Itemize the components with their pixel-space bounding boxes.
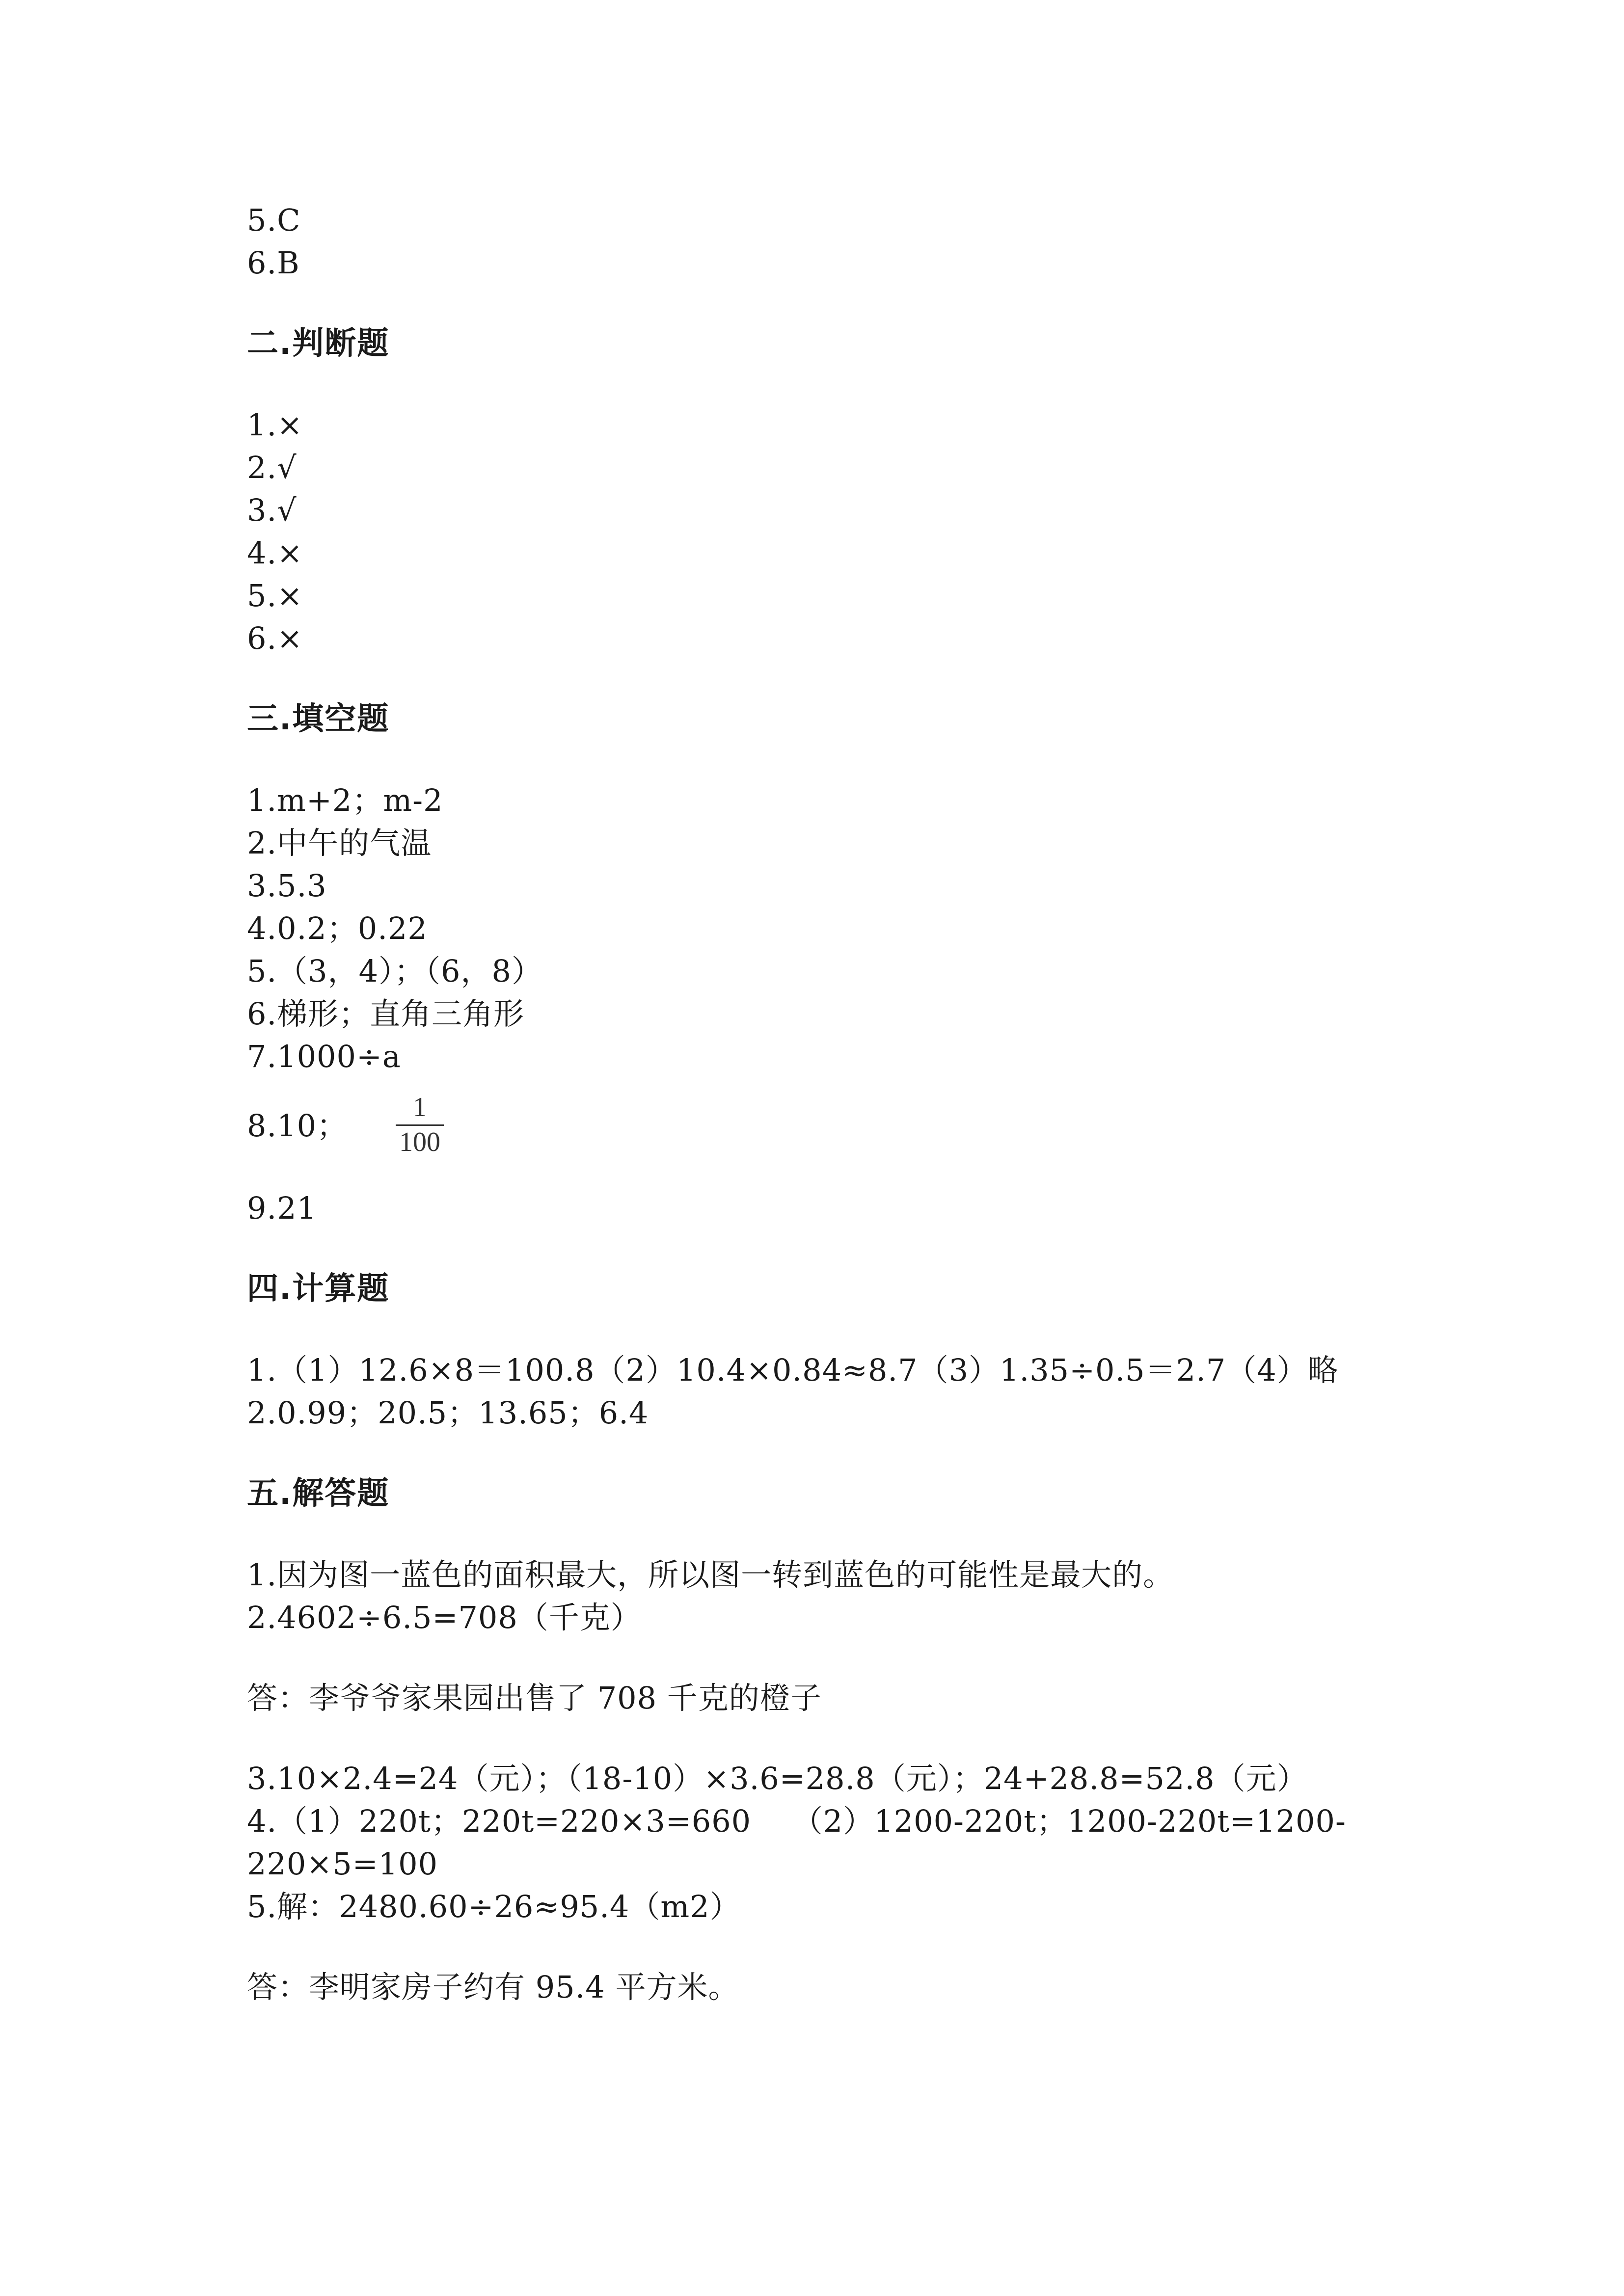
answer-line: 5.C [247, 202, 301, 238]
answer-line: 1.m+2；m-2 [247, 782, 443, 818]
answer-line: 3.10×2.4=24（元）；（18-10）×3.6=28.8（元）；24+28.8=52.8（元） [247, 1761, 1308, 1796]
fraction-numerator: 1 [413, 1092, 427, 1122]
fraction-denominator: 100 [399, 1127, 440, 1157]
answer-line: 9.21 [247, 1190, 317, 1226]
section-heading: 二.判断题 [247, 325, 390, 362]
answer-line: 6.× [247, 620, 303, 656]
answer-line: 1.因为图一蓝色的面积最大，所以图一转到蓝色的可能性是最大的。 [247, 1557, 1174, 1593]
answer-line: 5.× [247, 578, 303, 614]
section-heading: 四.计算题 [247, 1271, 390, 1307]
answer-line: 6.梯形；直角三角形 [247, 996, 525, 1032]
answer-line: 2.√ [247, 450, 297, 485]
answer-line: 1.（1）12.6×8＝100.8（2）10.4×0.84≈8.7（3）1.35÷0.5＝2.7（4）略 [247, 1352, 1339, 1388]
answer-line: 6.B [247, 245, 300, 281]
answer-line: 5.（3，4）；（6，8） [247, 953, 542, 989]
answer-line: 3.√ [247, 492, 297, 528]
answer-line: 2.0.99；20.5；13.65；6.4 [247, 1395, 649, 1431]
answer-line: 4.（1）220t；220t=220×3=660 （2）1200-220t；1200-220t=1200- [247, 1803, 1346, 1839]
answer-line: 2.4602÷6.5=708（千克） [247, 1600, 642, 1635]
answer-line: 1.× [247, 407, 303, 443]
answer-line: 5.解：2480.60÷26≈95.4（m2） [247, 1889, 741, 1924]
answer-line: 4.0.2；0.22 [247, 910, 428, 946]
fraction-bar [396, 1124, 444, 1126]
section-heading: 五.解答题 [247, 1475, 390, 1512]
fraction [393, 1092, 447, 1157]
answer-line: 答：李爷爷家果园出售了 708 千克的橙子 [247, 1680, 822, 1716]
section-heading: 三.填空题 [247, 701, 390, 737]
answer-line: 3.5.3 [247, 868, 327, 904]
answer-line: 4.× [247, 535, 303, 571]
answer-line: 答：李明家房子约有 95.4 平方米。 [247, 1969, 739, 2005]
answer-line: 220×5=100 [247, 1846, 438, 1882]
answer-line: 8.10； [247, 1108, 348, 1144]
answer-line: 7.1000÷a [247, 1039, 401, 1074]
answer-line: 2.中午的气温 [247, 825, 432, 861]
